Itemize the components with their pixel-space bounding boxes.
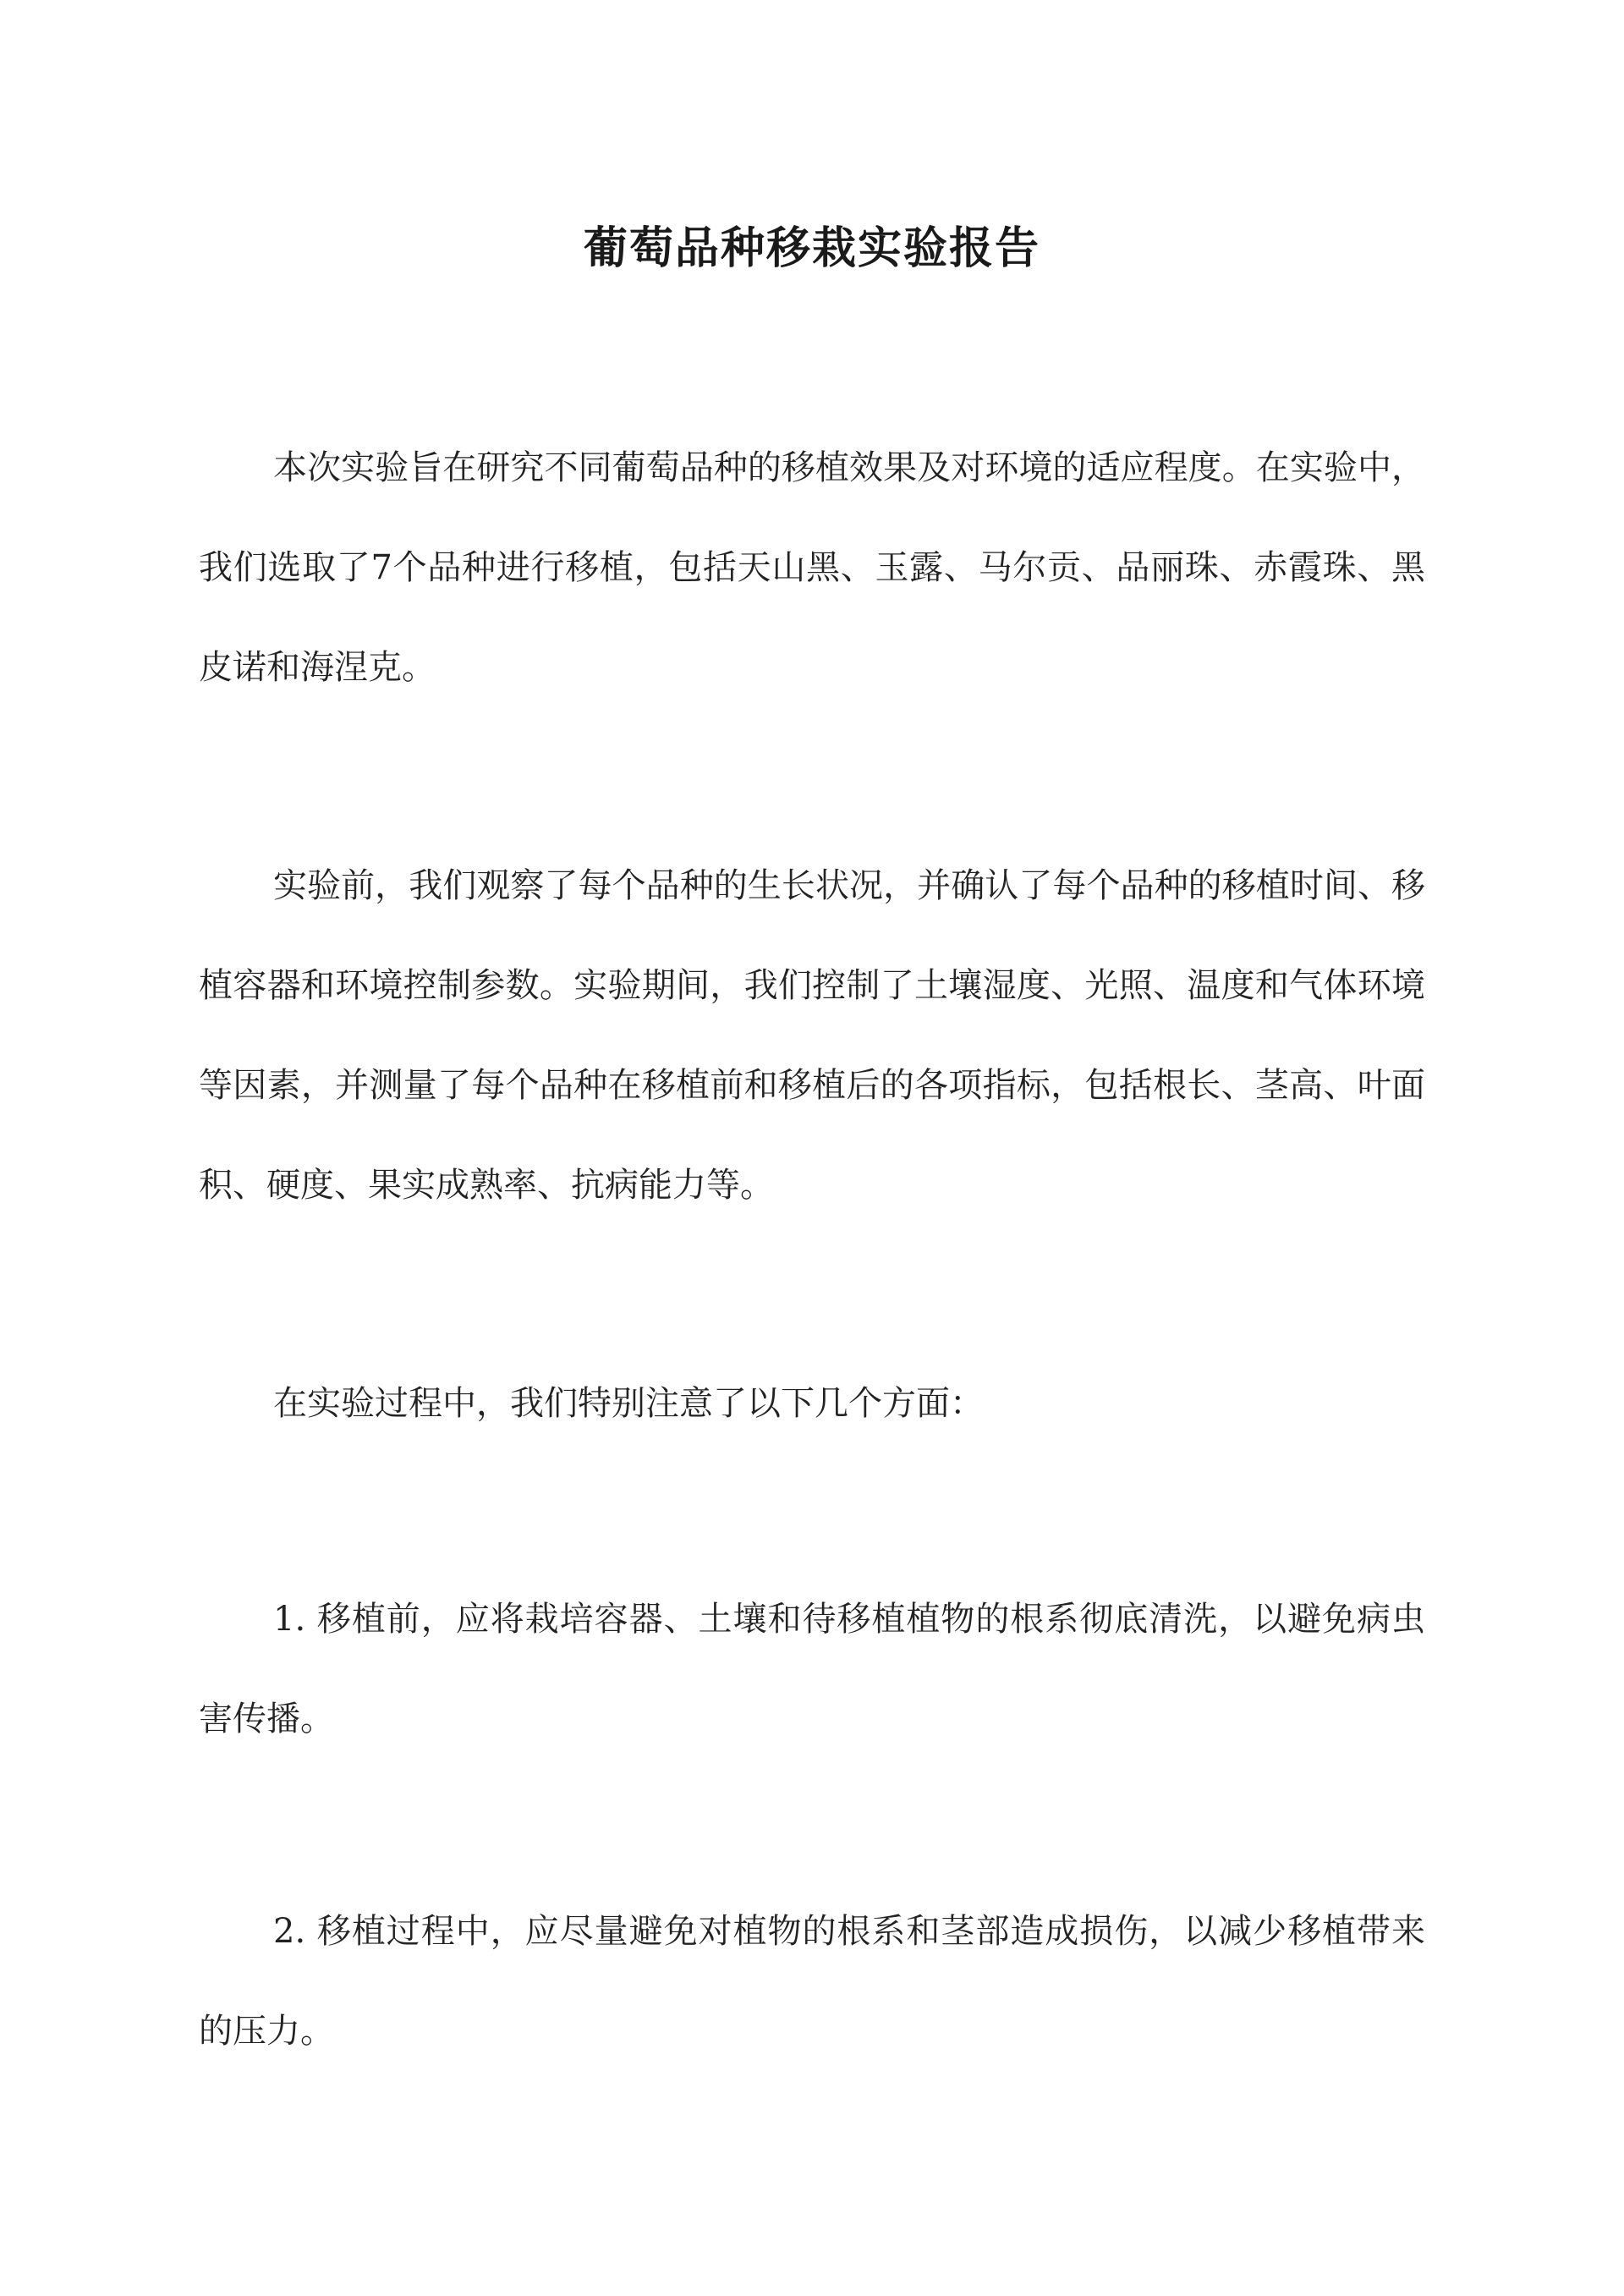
paragraph-intro: 本次实验旨在研究不同葡萄品种的移植效果及对环境的适应程度。在实验中，我们选取了7个品种进行移植，包括天山黑、玉露、马尔贡、品丽珠、赤霞珠、黑皮诺和海涅克。 (199, 448, 1425, 687)
paragraph-note-2: 2. 移植过程中，应尽量避免对植物的根系和茎部造成损伤，以减少移植带来的压力。 (199, 1912, 1425, 2051)
paragraph-method: 实验前，我们观察了每个品种的生长状况，并确认了每个品种的移植时间、移植容器和环境控制参数。实验期间，我们控制了土壤湿度、光照、温度和气体环境等因素，并测量了每个品种在移植前和移植后的各项指标，包括根长、茎高、叶面积、硬度、果实成熟率、抗病能力等。 (199, 866, 1425, 1205)
paragraph-notes-heading: 在实验过程中，我们特别注意了以下几个方面： (273, 1384, 984, 1423)
paragraph-note-1: 1. 移植前，应将栽培容器、土壤和待移植植物的根系彻底清洗，以避免病虫害传播。 (199, 1600, 1425, 1738)
document-title: 葡萄品种移栽实验报告 (583, 222, 1040, 274)
